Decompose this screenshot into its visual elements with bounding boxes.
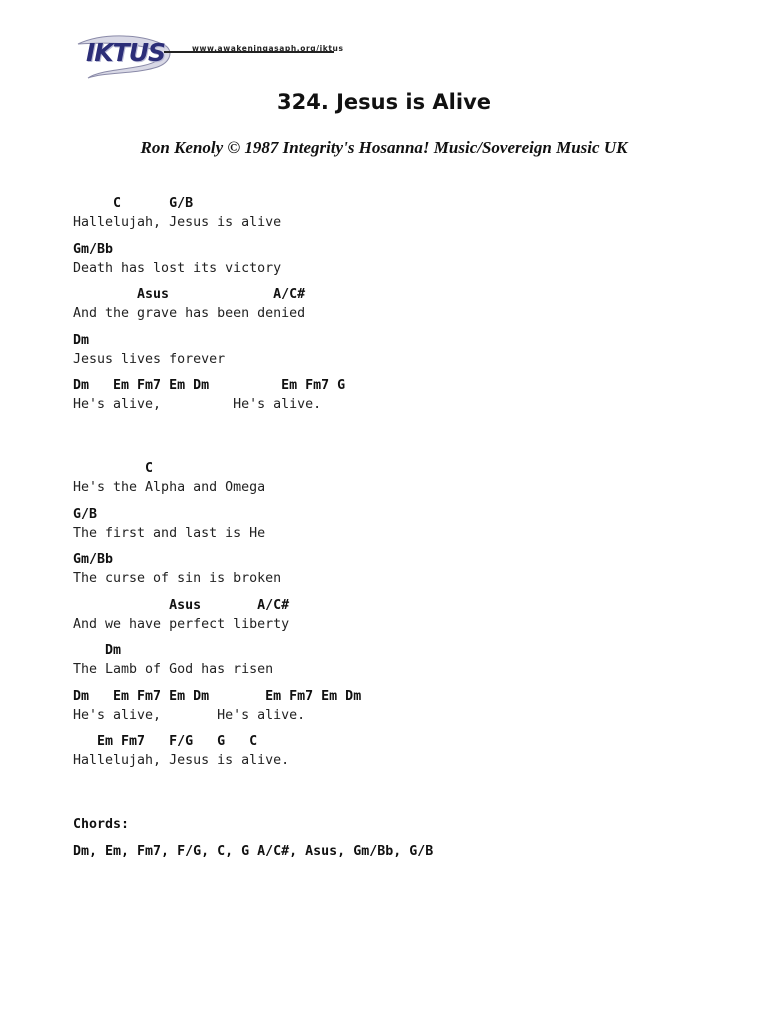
chord-line: Gm/Bb — [73, 241, 114, 257]
logo-wordmark: IKTUS — [86, 38, 166, 67]
lyric-line: The Lamb of God has risen — [73, 662, 274, 677]
chord-line: Asus A/C# — [73, 287, 306, 302]
lyric-line: Hallelujah, Jesus is alive. — [73, 753, 290, 768]
chord-line: Dm — [73, 332, 90, 348]
lyric-line: And the grave has been denied — [73, 306, 306, 321]
lyric-line: The curse of sin is broken — [73, 571, 282, 586]
chord-line: Dm — [73, 643, 122, 658]
chord-line: C — [73, 461, 154, 476]
chords-section — [73, 815, 433, 861]
iktus-logo — [74, 30, 344, 82]
lyric-line: And we have perfect liberty — [73, 616, 290, 632]
chord-line: G/B — [73, 506, 98, 522]
lyric-line: Jesus lives forever — [73, 351, 226, 367]
chord-sheet — [73, 194, 433, 861]
song-credit: Ron Kenoly © 1987 Integrity's Hosanna! Music/Sovereign Music UK — [140, 138, 628, 157]
chord-line: Gm/Bb — [73, 552, 114, 567]
chords-list: Dm, Em, Fm7, F/G, C, G A/C#, Asus, Gm/Bb, G/B — [73, 843, 434, 859]
lyric-line: Death has lost its victory — [73, 260, 282, 276]
stanza-1 — [73, 194, 433, 414]
lyric-line: Hallelujah, Jesus is alive — [73, 215, 282, 230]
lyric-line: He's alive, He's alive. — [73, 397, 322, 412]
chords-heading: Chords: — [73, 817, 130, 832]
chord-line: Em Fm7 F/G G C — [73, 734, 258, 749]
lyric-line: He's the Alpha and Omega — [73, 480, 266, 495]
logo-url: www.awakeningasaph.org/iktus — [192, 44, 344, 53]
stanza-2 — [73, 459, 433, 770]
chord-line: Dm Em Fm7 Em Dm Em Fm7 G — [73, 378, 346, 393]
chord-line: Asus A/C# — [73, 597, 290, 613]
chord-line: Dm Em Fm7 Em Dm Em Fm7 Em Dm — [73, 688, 362, 704]
song-title: 324. Jesus is Alive — [276, 90, 492, 114]
chord-line: C G/B — [73, 196, 194, 211]
lyric-line: He's alive, He's alive. — [73, 707, 306, 723]
lyric-line: The first and last is He — [73, 525, 266, 541]
